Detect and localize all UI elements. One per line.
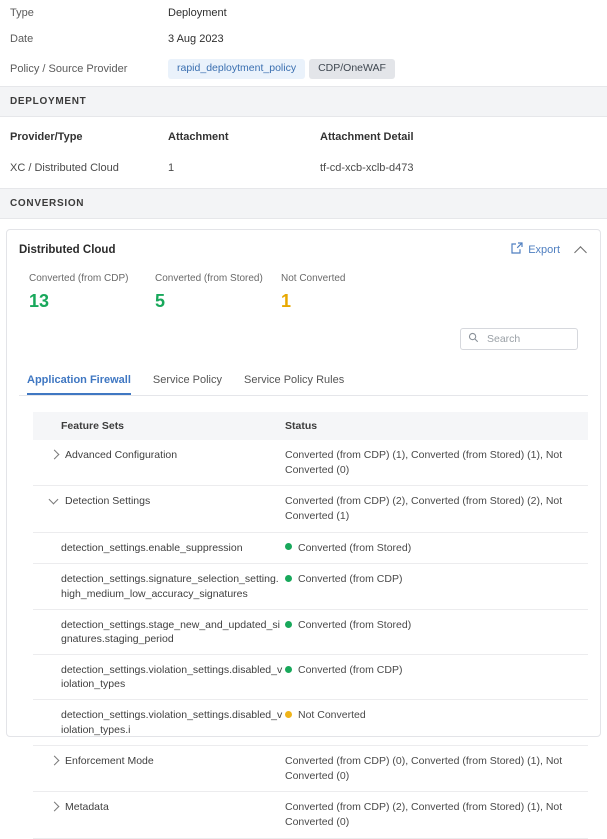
conversion-card-title: Distributed Cloud bbox=[19, 243, 116, 256]
policy-chip[interactable]: rapid_deploytment_policy bbox=[168, 59, 305, 79]
feature-set-status: Converted (from CDP) (2), Converted (from Stored) (1), Not Converted (0) bbox=[285, 801, 563, 828]
meta-row-type bbox=[10, 0, 597, 26]
table-row[interactable] bbox=[33, 564, 588, 609]
feature-set-status bbox=[283, 708, 588, 723]
stat-converted-from-cdp bbox=[29, 273, 155, 312]
stat-converted-from-stored bbox=[155, 273, 281, 312]
collapse-chevron-icon[interactable] bbox=[574, 243, 588, 257]
conversion-card bbox=[6, 229, 601, 828]
search-area bbox=[7, 312, 600, 350]
status-text: Converted (from Stored) bbox=[298, 541, 412, 554]
table-row[interactable] bbox=[33, 792, 588, 838]
feature-set-name: detection_settings.violation_settings.disabled_violation_types.i bbox=[61, 709, 283, 736]
section-header-conversion: CONVERSION bbox=[0, 188, 607, 219]
deployment-table-header bbox=[10, 117, 597, 153]
column-header-status: Status bbox=[285, 420, 318, 432]
feature-sets-table-header bbox=[33, 412, 588, 440]
meta-label-type: Type bbox=[10, 7, 34, 19]
feature-set-name: detection_settings.stage_new_and_updated_signatures.staging_period bbox=[61, 618, 280, 645]
conversion-tabs bbox=[19, 360, 588, 396]
table-row bbox=[10, 153, 597, 188]
feature-set-name: detection_settings.signature_selection_setting.high_medium_low_accuracy_signatures bbox=[61, 573, 279, 600]
export-button[interactable] bbox=[511, 242, 560, 257]
table-row[interactable] bbox=[33, 700, 588, 745]
tab-service-policy[interactable]: Service Policy bbox=[152, 374, 222, 386]
column-header-attachment-detail: Attachment Detail bbox=[320, 131, 414, 143]
status-text: Not Converted bbox=[298, 709, 366, 722]
cell-attachment: 1 bbox=[168, 162, 175, 174]
provider-chip[interactable]: CDP/OneWAF bbox=[309, 59, 395, 79]
table-row[interactable] bbox=[33, 746, 588, 792]
stat-value: 1 bbox=[281, 291, 292, 311]
feature-set-name: Enforcement Mode bbox=[65, 754, 154, 767]
status-text: Converted (from CDP) bbox=[298, 573, 403, 586]
stat-not-converted bbox=[281, 273, 407, 312]
meta-label-policy: Policy / Source Provider bbox=[10, 63, 128, 75]
meta-value-policy bbox=[168, 59, 399, 79]
summary-meta bbox=[0, 0, 607, 86]
deployment-table bbox=[0, 117, 607, 188]
cell-attachment-detail: tf-cd-xcb-xclb-d473 bbox=[320, 162, 414, 174]
feature-set-name: Advanced Configuration bbox=[65, 449, 178, 461]
table-row[interactable] bbox=[33, 533, 588, 565]
feature-set-status: Converted (from CDP) (0), Converted (from Stored) (1), Not Converted (0) bbox=[285, 754, 563, 782]
column-header-feature-sets: Feature Sets bbox=[61, 420, 125, 432]
meta-row-policy bbox=[10, 52, 597, 86]
conversion-card-header bbox=[7, 230, 600, 263]
stat-value: 5 bbox=[155, 291, 166, 311]
expand-arrow-icon[interactable] bbox=[49, 802, 59, 812]
feature-set-status bbox=[283, 572, 588, 587]
tab-service-policy-rules[interactable]: Service Policy Rules bbox=[243, 374, 345, 386]
feature-set-status bbox=[283, 541, 588, 556]
feature-sets-table bbox=[33, 412, 588, 839]
export-label: Export bbox=[528, 243, 560, 256]
meta-label-date: Date bbox=[10, 33, 34, 45]
feature-set-status bbox=[283, 663, 588, 678]
stat-label: Converted (from Stored) bbox=[155, 273, 263, 284]
status-dot-icon bbox=[285, 575, 292, 582]
section-header-deployment: DEPLOYMENT bbox=[0, 86, 607, 117]
column-header-attachment: Attachment bbox=[168, 131, 229, 143]
feature-set-status: Converted (from CDP) (2), Converted (from Stored) (2), Not Converted (1) bbox=[285, 495, 563, 523]
status-dot-icon bbox=[285, 666, 292, 673]
feature-set-status: Converted (from CDP) (1), Converted (from Stored) (1), Not Converted (0) bbox=[285, 449, 563, 476]
export-icon bbox=[511, 242, 523, 257]
column-header-provider-type: Provider/Type bbox=[10, 131, 83, 143]
tab-application-firewall[interactable]: Application Firewall bbox=[27, 374, 131, 395]
status-text: Converted (from Stored) bbox=[298, 618, 412, 631]
table-row[interactable] bbox=[33, 610, 588, 655]
conversion-stats bbox=[7, 263, 600, 312]
expand-arrow-icon[interactable] bbox=[49, 450, 59, 460]
feature-set-status bbox=[283, 618, 588, 633]
collapse-arrow-icon[interactable] bbox=[49, 496, 59, 506]
stat-label: Not Converted bbox=[281, 273, 346, 284]
search-icon bbox=[468, 330, 479, 348]
table-row[interactable] bbox=[33, 655, 588, 700]
feature-set-name: Detection Settings bbox=[65, 495, 151, 508]
status-dot-icon bbox=[285, 543, 292, 550]
table-row[interactable] bbox=[33, 486, 588, 532]
meta-value-type: Deployment bbox=[168, 7, 227, 19]
expand-arrow-icon[interactable] bbox=[49, 756, 59, 766]
status-dot-icon bbox=[285, 621, 292, 628]
meta-row-date bbox=[10, 26, 597, 52]
meta-value-date: 3 Aug 2023 bbox=[168, 33, 224, 45]
feature-set-name: detection_settings.enable_suppression bbox=[61, 541, 243, 554]
status-text: Converted (from CDP) bbox=[298, 664, 403, 677]
feature-set-name: detection_settings.violation_settings.disabled_violation_types bbox=[61, 664, 283, 691]
status-dot-icon bbox=[285, 711, 292, 718]
search-input[interactable] bbox=[485, 332, 570, 346]
table-row[interactable] bbox=[33, 440, 588, 486]
stat-value: 13 bbox=[29, 291, 50, 311]
search-box[interactable] bbox=[460, 328, 578, 350]
stat-label: Converted (from CDP) bbox=[29, 273, 129, 284]
cell-provider-type: XC / Distributed Cloud bbox=[10, 162, 119, 174]
feature-set-name: Metadata bbox=[65, 801, 109, 814]
